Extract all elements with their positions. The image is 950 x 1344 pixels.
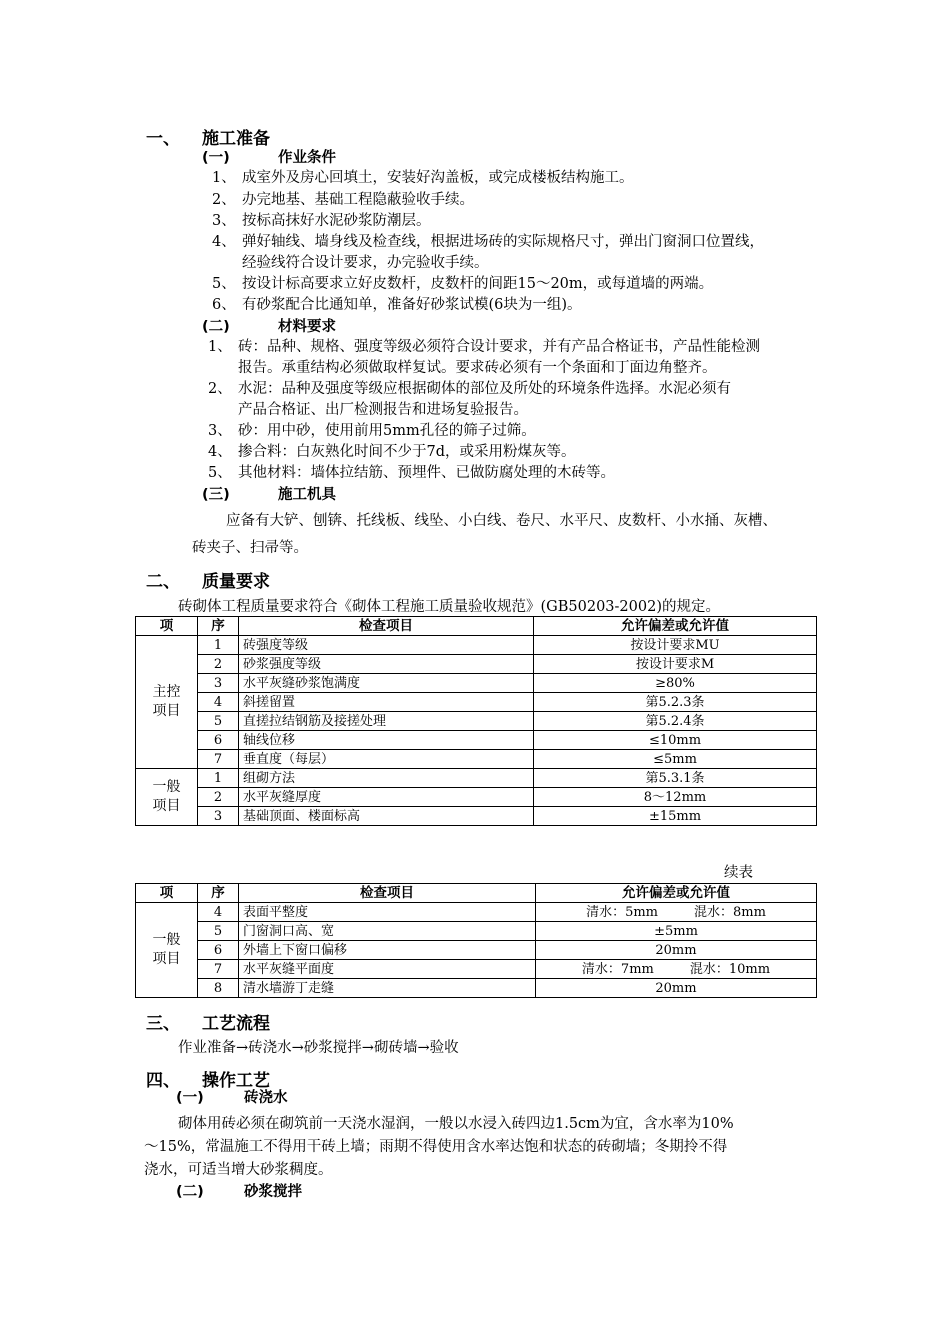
section-2-number: 二、 [146,572,180,592]
subsection-4-1-heading [176,1086,288,1107]
table-row: 一般项目 1 组砌方法 第5.3.1条 [136,769,817,788]
list-item: 4、 弹好轴线、墙身线及检查线，根据进场砖的实际规格尺寸，弹出门窗洞口位置线， [212,234,764,250]
header-cell: 项 [136,617,198,636]
process-flow: 作业准备→砖浇水→砂浆搅拌→砌砖墙→验收 [178,1040,459,1056]
section-2-heading [146,567,270,592]
subsection-1-1-number: (一) [202,150,230,166]
table-row: 2 砂浆强度等级 按设计要求M [136,655,817,674]
table-row: 一般项目 4 表面平整度 清水：5mm 混水：8mm [136,903,817,922]
table-header-row [136,884,817,903]
table-row: 4 斜搓留置 第5.2.3条 [136,693,817,712]
list-item: 6、 有砂浆配合比通知单，准备好砂浆试模(6块为一组)。 [212,297,582,313]
table-row: 3 基础顶面、楼面标高 ±15mm [136,807,817,826]
section-4-number: 四、 [146,1071,180,1091]
section-1-title: 施工准备 [202,129,270,149]
subsection-4-1-title: 砖浇水 [244,1090,288,1106]
subsection-1-1-heading [202,146,336,167]
table-row: 8 清水墙游丁走缝 20mm [136,979,817,998]
quality-table-continued [135,883,817,998]
quality-intro: 砖砌体工程质量要求符合《砌体工程施工质量验收规范》(GB50203-2002)的规定。 [178,599,720,615]
section-4-title: 操作工艺 [202,1071,270,1091]
table-row: 6 外墙上下窗口偏移 20mm [136,941,817,960]
subsection-4-2-title: 砂浆搅拌 [244,1184,302,1200]
section-3-heading [146,1009,270,1034]
header-cell: 检查项目 [239,884,536,903]
list-item: 2、 办完地基、基础工程隐蔽验收手续。 [212,192,474,208]
section-2-title: 质量要求 [202,572,270,592]
paragraph-line: 应备有大铲、刨锛、托线板、线坠、小白线、卷尺、水平尺、皮数杆、小水捅、灰槽、 [226,513,777,529]
header-cell: 允许偏差或允许值 [534,617,817,636]
subsection-4-2-number: (二) [176,1184,204,1200]
header-cell: 检查项目 [239,617,534,636]
subsection-4-2-heading [176,1180,302,1201]
header-cell: 项 [136,884,198,903]
subsection-1-3-title: 施工机具 [278,487,336,503]
group-main-control: 主控项目 [136,636,198,769]
table-row: 2 水平灰缝厚度 8～12mm [136,788,817,807]
header-cell: 序 [198,884,239,903]
paragraph-line: 砖夹子、扫帚等。 [192,540,308,556]
list-item: 2、 水泥：品种及强度等级应根据砌体的部位及所处的环境条件选择。水泥必须有 [208,381,731,397]
subsection-1-3-heading [202,483,336,504]
subsection-1-1-title: 作业条件 [278,150,336,166]
table-row: 3 水平灰缝砂浆饱满度 ≥80% [136,674,817,693]
table-row: 7 垂直度（每层） ≤5mm [136,750,817,769]
header-cell: 序 [198,617,239,636]
table-row: 7 水平灰缝平面度 清水：7mm 混水：10mm [136,960,817,979]
table-header-row [136,617,817,636]
subsection-1-2-heading [202,315,336,336]
list-item: 3、 按标高抹好水泥砂浆防潮层。 [212,213,431,229]
list-item: 4、 掺合料：白灰熟化时间不少于7d，或采用粉煤灰等。 [208,444,576,460]
paragraph-line: 砌体用砖必须在砌筑前一天浇水湿润，一般以水浸入砖四边1.5cm为宜，含水率为10% [178,1116,734,1132]
table-row: 5 门窗洞口高、宽 ±5mm [136,922,817,941]
quality-table [135,616,817,826]
continued-label: 续表 [724,865,753,881]
group-general: 一般项目 [136,769,198,826]
paragraph-line: 浇水，可适当增大砂浆稠度。 [144,1162,333,1178]
header-cell: 允许偏差或允许值 [536,884,817,903]
list-item: 5、 其他材料：墙体拉结筋、预埋件、已做防腐处理的木砖等。 [208,465,615,481]
list-item-continuation: 产品合格证、出厂检测报告和进场复验报告。 [238,402,528,418]
group-general: 一般项目 [136,903,198,998]
section-1-number: 一、 [146,129,180,149]
table-row: 6 轴线位移 ≤10mm [136,731,817,750]
table-row: 主控项目 1 砖强度等级 按设计要求MU [136,636,817,655]
list-item: 3、 砂：用中砂，使用前用5mm孔径的筛子过筛。 [208,423,536,439]
subsection-1-2-title: 材料要求 [278,319,336,335]
list-item: 1、 成室外及房心回填土，安装好沟盖板，或完成楼板结构施工。 [212,170,634,186]
list-item: 1、 砖：品种、规格、强度等级必须符合设计要求，并有产品合格证书，产品性能检测 [208,339,760,355]
subsection-1-2-number: (二) [202,319,230,335]
subsection-1-3-number: (三) [202,487,230,503]
table-row: 5 直搓拉结钢筋及接搓处理 第5.2.4条 [136,712,817,731]
subsection-4-1-number: (一) [176,1090,204,1106]
section-3-number: 三、 [146,1014,180,1034]
paragraph-line: ～15%，常温施工不得用干砖上墙；雨期不得使用含水率达饱和状态的砖砌墙；冬期拎不得 [144,1139,728,1155]
list-item-continuation: 经验线符合设计要求，办完验收手续。 [242,255,489,271]
list-item-continuation: 报告。承重结构必须做取样复试。要求砖必须有一个条面和丁面边角整齐。 [238,360,717,376]
list-item: 5、 按设计标高要求立好皮数杆，皮数杆的间距15～20m，或每道墙的两端。 [212,276,714,292]
section-3-title: 工艺流程 [202,1014,270,1034]
